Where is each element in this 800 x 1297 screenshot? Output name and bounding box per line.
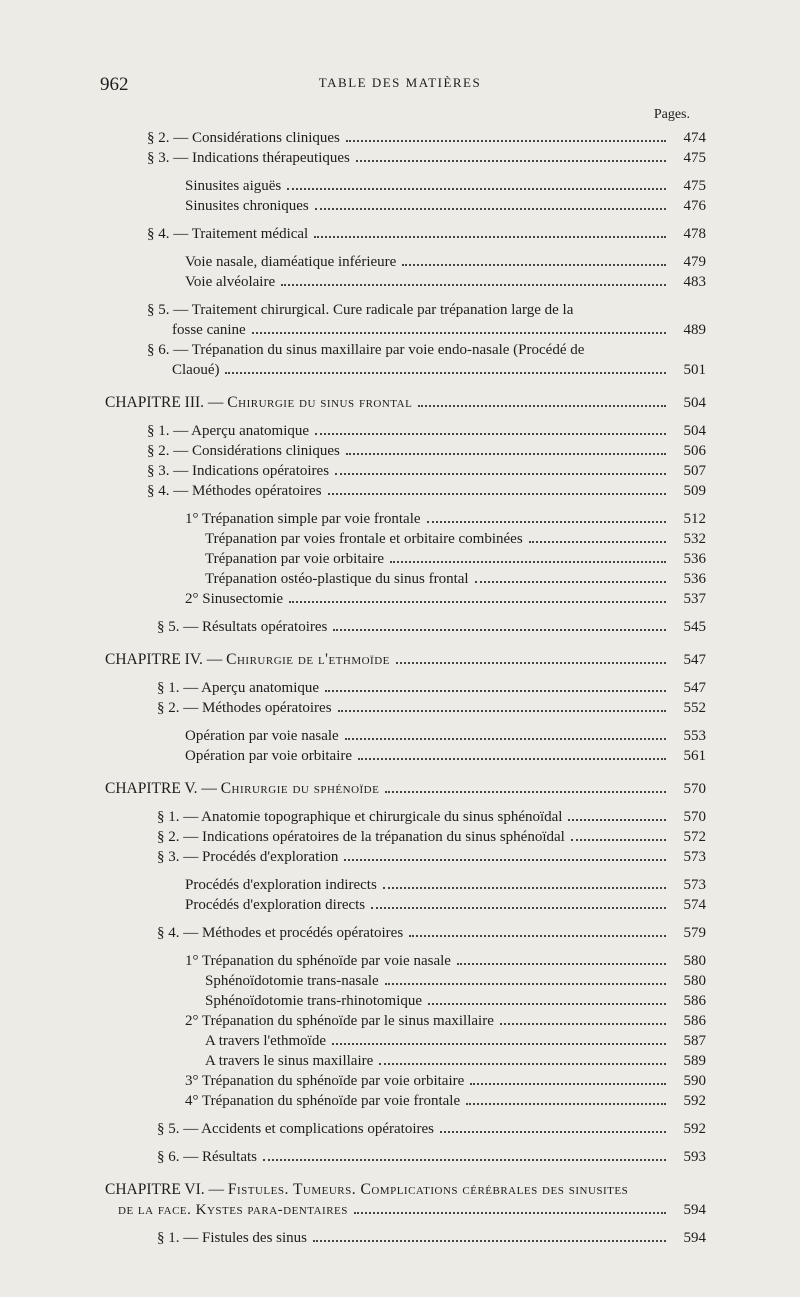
toc-entry-text: Voie alvéolaire [185,274,276,290]
toc-entry [0,421,800,441]
toc-entry [0,300,800,320]
toc-entry-text: § 5. — Accidents et complications opératoires [157,1121,435,1137]
toc-page-number: 547 [683,680,706,696]
toc-entry [0,272,800,292]
toc-entry-text: Trépanation par voie orbitaire [205,551,384,567]
toc-entry-text: § 5. — Traitement chirurgical. Cure radicale par trépanation large de la [147,302,574,318]
chapter-heading [0,779,800,799]
toc-page-number: 594 [683,1202,706,1218]
toc-page-number: 552 [683,700,706,716]
toc-entry-text: § 6. — Trépanation du sinus maxillaire par voie endo-nasale (Procédé de [147,342,585,358]
toc-page-number: 501 [683,362,706,378]
toc-entry-text: A travers l'ethmoïde [205,1033,327,1049]
toc-entry-text: Trépanation par voies frontale et orbitaire combinées [205,531,523,547]
toc-entry-text: § 2. — Considérations cliniques [147,443,340,459]
toc-entry-text: Sinusites chroniques [185,198,309,214]
page-number: 962 [100,74,129,95]
toc-entry [0,951,800,971]
toc-entry-text: § 2. — Considérations cliniques [147,130,340,146]
running-title: TABLE DES MATIÈRES [318,75,482,90]
toc-entry-text: 3° Trépanation du sphénoïde par voie orbitaire [185,1073,465,1089]
toc-entry-text: Sphénoïdotomie trans-nasale [205,973,379,989]
toc-page-number: 479 [683,254,706,270]
toc-entry [0,827,800,847]
toc-page-number: 475 [683,178,706,194]
toc-page-number: 509 [683,483,706,499]
toc-entry [0,1011,800,1031]
toc-page-number: 593 [683,1149,706,1165]
toc-page-number: 506 [683,443,706,459]
toc-entry [0,1228,800,1248]
toc-entry [0,320,800,340]
toc-entry-text: 4° Trépanation du sphénoïde par voie frontale [185,1093,461,1109]
toc-entry-text: Trépanation ostéo-plastique du sinus frontal [205,571,469,587]
toc-entry-text: § 1. — Aperçu anatomique [147,423,310,439]
toc-entry [0,971,800,991]
toc-entry [0,128,800,148]
toc-entry [0,1119,800,1139]
toc-entry [0,1147,800,1167]
toc-entry [0,698,800,718]
toc-entry [0,549,800,569]
chapter-heading-continued [0,1200,800,1220]
toc-page-number: 536 [683,571,706,587]
toc-entry-text: § 1. — Anatomie topographique et chirurgicale du sinus sphénoïdal [157,809,563,825]
toc-entry [0,746,800,766]
toc-page-number: 586 [683,1013,706,1029]
toc-entry-text: 2° Sinusectomie [185,591,284,607]
toc-entry-text: 1° Trépanation du sphénoïde par voie nasale [185,953,451,969]
chapter-title: de la face. Kystes para-dentaires [118,1202,348,1218]
toc-entry-text: A travers le sinus maxillaire [205,1053,374,1069]
toc-page-number: 475 [683,150,706,166]
toc-page-number: 561 [683,748,706,764]
toc-page-number: 547 [683,652,706,668]
chapter-title: Chirurgie de l'ethmoïde [226,651,390,668]
chapter-number: CHAPITRE III. — [105,394,228,411]
toc-entry [0,1071,800,1091]
toc-page-number: 573 [683,849,706,865]
toc-entry-text: § 1. — Fistules des sinus [157,1230,308,1246]
toc-entry-text: 2° Trépanation du sphénoïde par le sinus maxillaire [185,1013,494,1029]
toc-entry [0,1051,800,1071]
chapter-title: Chirurgie du sinus frontal [227,394,413,411]
chapter-number: CHAPITRE IV. — [105,651,227,668]
toc-entry [0,176,800,196]
pages-column-label: Pages. [653,107,690,122]
toc-entry [0,923,800,943]
toc-entry [0,807,800,827]
toc-entry-text: § 3. — Indications thérapeutiques [147,150,350,166]
toc-page-number: 537 [683,591,706,607]
toc-page-number: 570 [683,781,706,797]
toc-entry [0,569,800,589]
toc-entry [0,509,800,529]
toc-page-number: 545 [683,619,706,635]
toc-entry [0,461,800,481]
toc-page-number: 579 [683,925,706,941]
toc-entry [0,589,800,609]
toc-page-number: 478 [683,226,706,242]
toc-entry-text: § 1. — Aperçu anatomique [157,680,320,696]
toc-entry [0,678,800,698]
chapter-heading [0,1180,800,1200]
toc-page-number: 474 [683,130,706,146]
toc-entry [0,847,800,867]
toc-page-number: 580 [683,953,706,969]
toc-page-number: 592 [683,1093,706,1109]
toc-page-number: 580 [683,973,706,989]
toc-entry [0,340,800,360]
toc-entry-text: Procédés d'exploration directs [185,897,366,913]
toc-entry-text: § 4. — Méthodes opératoires [147,483,322,499]
toc-page-number: 489 [683,322,706,338]
toc-entry [0,617,800,637]
toc-page-number: 570 [683,809,706,825]
chapter-number: CHAPITRE V. — [105,780,221,797]
toc-entry [0,991,800,1011]
toc-entry [0,1091,800,1111]
toc-entry-text: fosse canine [172,322,246,338]
toc-entry [0,196,800,216]
toc-entry [0,148,800,168]
toc-page-number: 553 [683,728,706,744]
toc-page-number: 589 [683,1053,706,1069]
toc-entry-text: Voie nasale, diaméatique inférieure [185,254,397,270]
toc-entry-text: 1° Trépanation simple par voie frontale [185,511,421,527]
toc-entry-text: § 6. — Résultats [157,1149,257,1165]
toc-entry [0,529,800,549]
toc-page-number: 476 [683,198,706,214]
toc-page-number: 587 [683,1033,706,1049]
chapter-heading [0,650,800,670]
toc-page-number: 536 [683,551,706,567]
toc-page-number: 592 [683,1121,706,1137]
toc-entry-text: Opération par voie nasale [185,728,339,744]
toc-page-number: 507 [683,463,706,479]
toc-page-number: 504 [683,395,706,411]
toc-page-number: 573 [683,877,706,893]
toc-entry-text: Procédés d'exploration indirects [185,877,377,893]
toc-entry-text: Sinusites aiguës [185,178,282,194]
toc-entry [0,481,800,501]
toc-page-number: 590 [683,1073,706,1089]
toc-entry-text: § 3. — Procédés d'exploration [157,849,339,865]
chapter-heading [0,393,800,413]
toc-entry [0,224,800,244]
toc-page-number: 586 [683,993,706,1009]
toc-page-number: 594 [683,1230,706,1246]
toc-entry [0,441,800,461]
toc-entry [0,252,800,272]
toc-entry [0,895,800,915]
toc-entry-text: Claoué) [172,362,220,378]
toc-entry [0,875,800,895]
toc-page-number: 532 [683,531,706,547]
toc-page-number: 512 [683,511,706,527]
toc-entry [0,360,800,380]
chapter-title: Chirurgie du sphénoïde [220,780,380,797]
chapter-title: Fistules. Tumeurs. Complications cérébrales des sinusites [227,1181,629,1198]
toc-entry-text: § 4. — Méthodes et procédés opératoires [157,925,404,941]
table-of-contents [0,128,800,1248]
toc-entry-text: Sphénoïdotomie trans-rhinotomique [205,993,423,1009]
toc-page-number: 572 [683,829,706,845]
toc-entry-text: § 2. — Indications opératoires de la trépanation du sinus sphénoïdal [157,829,565,845]
toc-entry-text: § 2. — Méthodes opératoires [157,700,332,716]
toc-page-number: 483 [683,274,706,290]
toc-entry [0,726,800,746]
toc-entry-text: § 5. — Résultats opératoires [157,619,328,635]
toc-entry [0,1031,800,1051]
toc-page-number: 504 [683,423,706,439]
toc-page-number: 574 [683,897,706,913]
toc-entry-text: Opération par voie orbitaire [185,748,353,764]
toc-entry-text: § 4. — Traitement médical [147,226,309,242]
chapter-number: CHAPITRE VI. — [105,1181,228,1198]
toc-entry-text: § 3. — Indications opératoires [147,463,330,479]
